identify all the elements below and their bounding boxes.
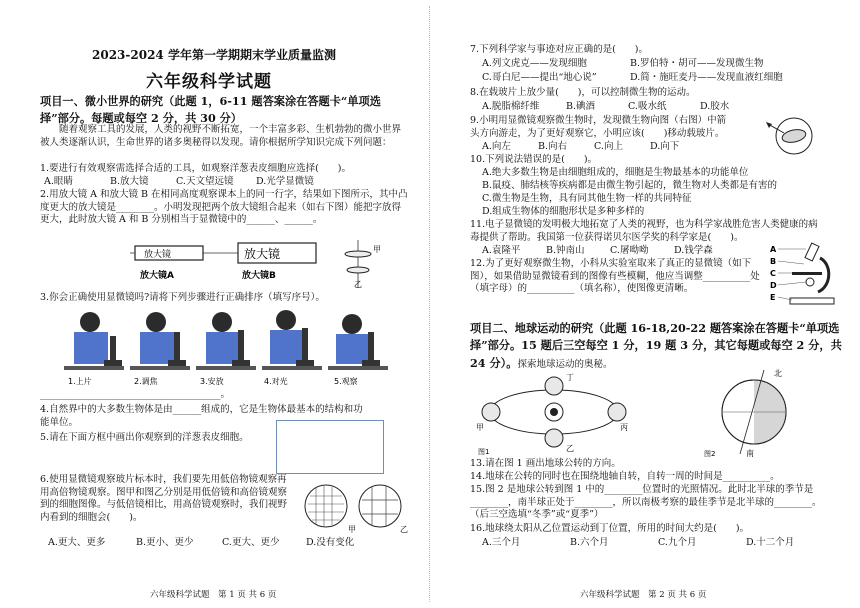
lens-a-text: 放大镜	[144, 250, 172, 260]
microscope-letter-a: A	[770, 245, 777, 254]
q9-option-c[interactable]: C.向上	[594, 141, 623, 152]
q16-option-b[interactable]: B.六个月	[570, 537, 609, 548]
photo-caption-4: 4.对光	[264, 377, 288, 386]
question-8: 8.在载玻片上放少量( )，可以控制微生物的运动。	[470, 87, 696, 98]
question-3: 3.你会正确使用显微镜吗?请将下列步骤进行正确排序（填写序号）。	[40, 292, 325, 303]
section2-tail: 探索地球运动的奥秘。	[517, 358, 613, 370]
orbit-label-bing: 丙	[620, 423, 628, 432]
microscope-figure	[770, 242, 840, 308]
q7-option-d[interactable]: D.简・施旺麦丹——发现血液红细胞	[630, 72, 783, 83]
globe-figure	[700, 366, 810, 458]
q1-option-b[interactable]: B.放大镜	[110, 176, 149, 187]
photo-caption-3: 3.安放	[200, 377, 224, 386]
question-14: 14.地球在公转的同时也在围绕地轴自转，自转一周的时间是__________。	[470, 471, 780, 482]
q9-option-d[interactable]: D.向下	[650, 141, 680, 152]
question-16: 16.地球绕太阳从乙位置运动到丁位置，所用的时间大约是( )。	[470, 523, 750, 534]
drawing-box[interactable]	[276, 420, 384, 474]
earth-jia	[482, 403, 500, 421]
question-4: 4.自然界中的大多数生物体是由______组成的，它是生物体最基本的结构和功能单位。	[40, 404, 363, 428]
question-6: 6.使用显微镜观察玻片标本时，我们要先用低倍物镜观察再用高倍物镜观察。图甲和图乙分别是用低倍镜和高倍镜观察到的细胞图像。与低倍镜相比，用高倍镜观察时，我们视野内看到的细胞会( )。	[40, 474, 288, 523]
question-1: 1.要进行有效观察需选择合适的工具，如观察洋葱表皮细胞应选择( )。	[40, 163, 351, 174]
q8-option-c[interactable]: C.吸水纸	[628, 101, 667, 112]
question-9-line1: 9.小明用显微镜观察微生物时，发现微生物向图（右图）中箭	[470, 115, 727, 126]
q1-option-d[interactable]: D.光学显微镜	[256, 176, 314, 187]
q10-option-a[interactable]: A.绝大多数生物是由细胞组成的，细胞是生物最基本的功能单位	[482, 167, 749, 178]
q10-option-b[interactable]: B.鼠疫、肺结核等疾病都是由微生物引起的，微生物对人类都是有害的	[482, 180, 778, 191]
earth-yi	[545, 429, 563, 447]
microscope-letter-e: E	[770, 293, 776, 302]
lens-a-label: 放大镜A	[140, 271, 174, 281]
question-5: 5.请在下面方框中画出你观察到的洋葱表皮细胞。	[40, 432, 249, 443]
microorganism-figure	[760, 116, 832, 156]
q16-option-d[interactable]: D.十二个月	[746, 537, 795, 548]
q1-option-c[interactable]: C.天文望远镜	[176, 176, 234, 187]
q16-option-c[interactable]: C.九个月	[658, 537, 697, 548]
q16-option-a[interactable]: A.三个月	[482, 537, 521, 548]
microscope-letter-b: B	[770, 257, 777, 266]
q9-option-a[interactable]: A.向左	[482, 141, 511, 152]
figure-2-label: 图2	[704, 450, 716, 458]
q11-option-b[interactable]: B.钟南山	[546, 245, 585, 256]
header-year: 2023-2024 学年第一学期期末学业质量监测	[92, 48, 336, 62]
lens-combo-top	[345, 251, 371, 257]
question-13: 13.请在图 1 画出地球公转的方向。	[470, 458, 621, 469]
question-9-line2: 头方向游走，为了更好观察它，小明应该( )移动载玻片。	[470, 128, 725, 139]
q10-option-d[interactable]: D.组成生物体的细胞形状是多种多样的	[482, 206, 645, 217]
cell-label-b: 乙	[400, 525, 408, 534]
question-12: 12.为了更好观察微生物，小科从实验室取来了真正的显微镜（如下图），如果借助显微镜看到的图像有些模糊，他应当调整__________处（填字母）的__________（填名称），使图像更清晰。	[470, 258, 760, 295]
lens-combo-bottom-label: 乙	[354, 280, 362, 289]
q6-option-c[interactable]: C.更大、更少	[222, 537, 280, 548]
q6-option-a[interactable]: A.更大、更多	[48, 537, 106, 548]
page-1-footer: 六年级科学试题 第 1 页 共 6 页	[150, 590, 277, 600]
q6-option-d[interactable]: D.没有变化	[306, 537, 355, 548]
lens-b-label: 放大镜B	[242, 271, 276, 281]
cell-label-a: 甲	[348, 525, 356, 534]
arrow-icon	[766, 122, 772, 128]
microscope-letter-c: C	[770, 269, 776, 278]
q7-option-b[interactable]: B.罗伯特・胡可——发现微生物	[630, 58, 764, 69]
section2-heading: 项目二、地球运动的研究（此题 16-18,20-22 题答案涂在答题卡“单项选择”部分。15 题后三空每空 1 分，19 题 3 分，其它每题或每空 2 分，共 24 分）。探索地球运动的奥秘。	[470, 321, 842, 370]
q11-option-d[interactable]: D.钱学森	[674, 245, 713, 256]
photo-caption-5: 5.观察	[334, 377, 358, 386]
q11-option-c[interactable]: C.屠呦呦	[610, 245, 649, 256]
question-15: 15.图 2 是地球公转到图 1 中的________位置时的光照情况。此时北半球的季节是________，南半球正处于________，所以南极考察的最佳季节是北半球的________。（后三空选填“冬季”或“夏季”）	[470, 484, 822, 521]
microscope-letter-d: D	[770, 281, 777, 290]
page-title: 六年级科学试题	[146, 72, 272, 92]
earth-ding	[545, 377, 563, 395]
lens-b-text: 放大镜	[244, 247, 281, 261]
lens-figure	[130, 240, 410, 290]
photo-caption-1: 1.上片	[68, 377, 92, 386]
question-10: 10.下列说法错误的是( )。	[470, 154, 598, 165]
q7-option-a[interactable]: A.列文虎克——发现细胞	[482, 58, 587, 69]
figure-1-label: 图1	[478, 448, 490, 456]
q1-option-a[interactable]: A.眼睛	[44, 176, 73, 187]
earth-bing	[608, 403, 626, 421]
orbit-label-jia: 甲	[476, 423, 484, 432]
q7-option-c[interactable]: C.哥白尼——提出“地心说”	[482, 72, 597, 83]
q3-answer-blank[interactable]: ______________________________________。	[40, 389, 231, 400]
page-2-footer: 六年级科学试题 第 2 页 共 6 页	[580, 590, 707, 600]
question-7: 7.下列科学家与事迹对应正确的是( )。	[470, 44, 648, 55]
q8-option-a[interactable]: A.脱脂棉纤维	[482, 101, 540, 112]
orbit-figure	[474, 372, 634, 456]
page-2	[430, 0, 860, 608]
microscope-steps-photos	[64, 306, 394, 388]
cell-view-high	[359, 485, 401, 527]
cell-view-low	[305, 485, 347, 527]
section1-heading: 项目一、微小世界的研究（此题 1，6-11 题答案涂在答题卡“单项选择”部分。每题或每空 2 分，共 30 分）	[40, 94, 381, 126]
q11-option-a[interactable]: A.袁隆平	[482, 245, 521, 256]
photo-caption-2: 2.调焦	[134, 377, 158, 386]
south-label: 南	[746, 449, 754, 458]
question-11: 11.电子显微镜的发明极大地拓宽了人类的视野，也为科学家战胜危害人类健康的病毒提供了帮助。我国第一位获得诺贝尔医学奖的科学家是( )。	[470, 219, 818, 243]
north-label: 北	[774, 369, 782, 378]
lens-combo-bottom	[347, 267, 369, 273]
q8-option-d[interactable]: D.胶水	[700, 101, 730, 112]
q8-option-b[interactable]: B.碘酒	[566, 101, 596, 112]
q6-option-b[interactable]: B.更小、更少	[136, 537, 194, 548]
q10-option-c[interactable]: C.微生物是生物，具有同其他生物一样的共同特征	[482, 193, 692, 204]
orbit-label-ding: 丁	[566, 373, 574, 382]
question-2: 2.用放大镜 A 和放大镜 B 在相同高度观察课本上的同一行字，结果如下图所示，其中凸度更大的放大镜是________。小明发现把两个放大镜组合起来（如右下图）能把字放得更大，此时放大镜 A 和 B 分别相当于显微镜中的______、______。	[40, 189, 408, 226]
q9-option-b[interactable]: B.向右	[538, 141, 568, 152]
orbit-label-yi: 乙	[566, 444, 574, 453]
lens-combo-top-label: 甲	[373, 245, 381, 254]
section1-intro: 随着观察工具的发展，人类的视野不断拓宽，一个丰富多彩、生机勃勃的微小世界被人类逐渐认识，生命世界的诸多奥秘得以发现。请你根据所学知识完成下列问题：	[40, 124, 402, 148]
cell-figures	[300, 482, 410, 534]
